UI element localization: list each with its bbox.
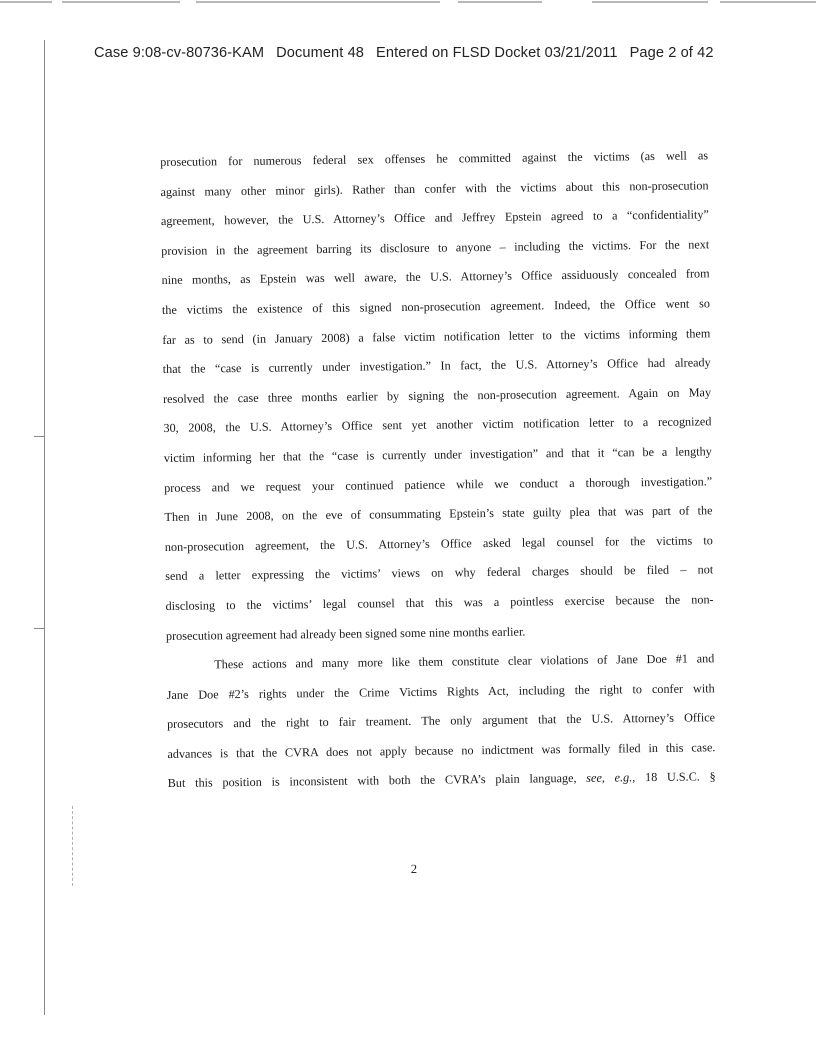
text-line: advances is that the CVRA does not apply because no indictment was formally filed in this case. bbox=[167, 740, 716, 761]
text-line: provision in the agreement barring its disclosure to anyone – including the victims. For the next bbox=[161, 237, 710, 258]
docket-entry: Entered on FLSD Docket 03/21/2011 bbox=[376, 45, 618, 61]
text-line: agreement, however, the U.S. Attorney’s Office and Jeffrey Epstein agreed to a “confidentiality” bbox=[160, 207, 709, 229]
text-line: resolved the case three months earlier by signing the non-prosecution agreement. Again on May bbox=[162, 385, 712, 406]
text-line: non-prosecution agreement, the U.S. Attorney’s Office asked legal counsel for the victims to bbox=[164, 532, 713, 554]
text-line: These actions and many more like them constitute clear violations of Jane Doe #1 and bbox=[214, 651, 715, 672]
document-number: Document 48 bbox=[276, 45, 365, 61]
document-body bbox=[160, 141, 716, 799]
text-line: 30, 2008, the U.S. Attorney’s Office sent yet another victim notification letter to a recognized bbox=[163, 414, 712, 436]
text-line: prosecution agreement had already been signed some nine months earlier. bbox=[165, 624, 526, 643]
left-margin-rule bbox=[44, 40, 45, 1015]
case-number: Case 9:08-cv-80736-KAM bbox=[94, 45, 265, 61]
text-line: against many other minor girls). Rather than confer with the victims about this non-prosecution bbox=[160, 177, 709, 199]
scan-edge-artifact bbox=[0, 0, 816, 6]
text-line: send a letter expressing the victims’ views on why federal charges should be filed – not bbox=[165, 562, 714, 584]
text-line: process and we request your continued patience while we conduct a thorough investigation.” bbox=[164, 473, 713, 495]
text-line: far as to send (in January 2008) a false victim notification letter to the victims informing them bbox=[162, 325, 711, 347]
text-line: prosecution for numerous federal sex offenses he committed against the victims (as well as bbox=[160, 148, 709, 169]
page-number: 2 bbox=[410, 861, 418, 877]
ecf-header bbox=[94, 45, 794, 61]
text-line: victim informing her that the “case is currently under investigation” and that it “can be a lengthy bbox=[163, 444, 712, 465]
text-line: prosecutors and the right to fair treament. The only argument that the U.S. Attorney’s Office bbox=[166, 710, 716, 732]
citation-signal: see, e.g., bbox=[586, 770, 636, 786]
margin-tick bbox=[34, 436, 44, 437]
text-line: that the “case is currently under investigation.” In fact, the U.S. Attorney’s Office had already bbox=[162, 355, 711, 377]
text-segment: But this position is inconsistent with both the CVRA’s plain language, bbox=[167, 771, 577, 791]
text-segment: 18 U.S.C. § bbox=[644, 769, 716, 785]
margin-dots bbox=[72, 806, 74, 886]
text-line: nine months, as Epstein was well aware, the U.S. Attorney’s Office assiduously concealed from bbox=[161, 266, 710, 288]
text-line: Then in June 2008, on the eve of consummating Epstein’s state guilty plea that was part of the bbox=[164, 503, 713, 525]
margin-tick bbox=[34, 628, 44, 629]
text-line: Jane Doe #2’s rights under the Crime Victims Rights Act, including the right to confer with bbox=[166, 680, 715, 702]
text-line bbox=[168, 763, 716, 799]
text-line: disclosing to the victims’ legal counsel that this was a pointless exercise because the non- bbox=[165, 592, 714, 613]
text-line: the victims the existence of this signed non-prosecution agreement. Indeed, the Office went so bbox=[161, 296, 711, 317]
page-count: Page 2 of 42 bbox=[629, 45, 714, 61]
